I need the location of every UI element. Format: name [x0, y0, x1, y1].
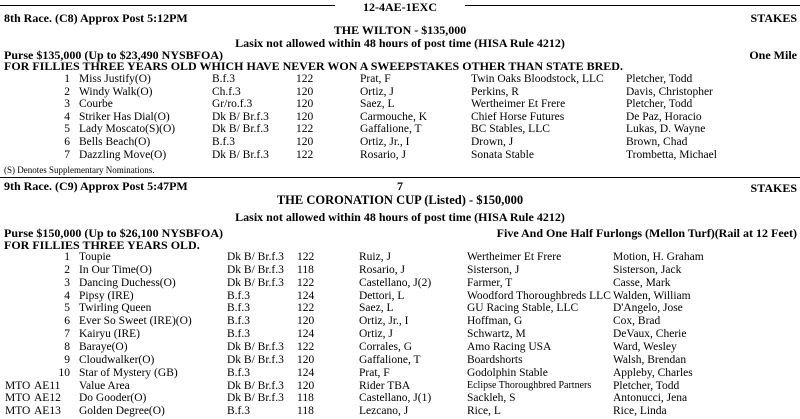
entry-description: Dk B/ Br.f.3	[227, 251, 284, 263]
entry-post-position: 9	[64, 353, 70, 366]
entry-row	[0, 368, 800, 381]
race1-title: THE WILTON - $135,000	[333, 23, 467, 37]
entry-horse: Dancing Duchess(O)	[79, 276, 176, 289]
entry-post-position: 2	[64, 85, 70, 98]
entry-description: Dk B/ Br.f.3	[227, 353, 284, 366]
entry-jockey: Gaffalione, T	[360, 123, 422, 136]
entry-trainer: Pletcher, Todd	[626, 73, 693, 85]
entry-post-position: 4	[64, 289, 70, 302]
entry-description: Dk B/ Br.f.3	[227, 379, 284, 392]
entry-post-position: 1	[64, 73, 70, 85]
entry-post-position: 5	[64, 123, 70, 136]
race2-lasix: Lasix not allowed within 48 hours of post time (HISA Rule 4212)	[235, 210, 565, 224]
entry-description: B.f.3	[212, 136, 235, 148]
entry-post-position: 7	[64, 148, 70, 161]
race1-type: STAKES	[750, 11, 797, 25]
entry-trainer: Motion, H. Graham	[613, 251, 704, 263]
entry-trainer: Ward, Wesley	[613, 340, 677, 353]
entry-trainer: Walsh, Brendan	[613, 353, 687, 366]
entry-horse: In Our Time(O)	[79, 263, 152, 276]
entry-post-position: 4	[64, 110, 70, 123]
entry-weight: 122	[297, 340, 315, 353]
entry-jockey: Gaffalione, T	[359, 353, 421, 366]
entry-trainer: De Paz, Horacio	[626, 110, 702, 123]
race1-footnote: (S) Denotes Supplementary Nominations.	[4, 165, 155, 175]
entry-horse: Lady Moscato(S)(O)	[79, 123, 176, 136]
entry-description: Dk B/ Br.f.3	[227, 276, 284, 289]
race1-conditions: FOR FILLIES THREE YEARS OLD WHICH HAVE NEVER WON A SWEEPSTAKES OTHER THAN STATE BRED.	[4, 59, 623, 73]
entry-weight: 120	[296, 136, 314, 148]
entry-owner: Farmer, T	[467, 276, 513, 289]
entry-weight: 118	[297, 405, 314, 418]
entry-owner: Twin Oaks Bloodstock, LLC	[471, 73, 604, 85]
race1-distance: One Mile	[749, 48, 797, 62]
entry-horse: Kairyu (IRE)	[79, 328, 140, 341]
entry-owner: Godolphin Stable	[467, 366, 548, 379]
entry-owner: Rice, L	[467, 405, 501, 418]
entry-owner: Woodford Thoroughbreds LLC	[467, 289, 611, 302]
race1-heading: 8th Race. (C8) Approx Post 5:12PM	[4, 11, 188, 25]
entry-trainer: Walden, William	[613, 289, 691, 302]
entry-jockey: Castellano, J(1)	[359, 392, 432, 405]
entry-trainer: Brown, Chad	[626, 136, 688, 148]
entry-description: B.f.3	[227, 366, 250, 379]
entry-trainer: Trombetta, Michael	[626, 148, 717, 161]
entry-jockey: Saez, L	[360, 98, 395, 111]
entry-owner: Chief Horse Futures	[471, 110, 565, 123]
entry-trainer: D'Angelo, Jose	[613, 302, 683, 315]
entry-post-position: AE11	[34, 379, 61, 392]
entry-row	[0, 278, 800, 291]
entry-weight: 120	[296, 85, 314, 98]
entry-owner: GU Racing Stable, LLC	[467, 302, 579, 315]
entry-horse: Golden Degree(O)	[79, 405, 165, 418]
page-header-code: 12-4AE-1EXC	[363, 0, 437, 14]
entry-post-position: 2	[64, 263, 70, 276]
entry-description: B.f.3	[227, 328, 250, 341]
entry-description: Dk B/ Br.f.3	[227, 392, 284, 405]
entry-post-position: 7	[64, 328, 70, 341]
entry-description: Dk B/ Br.f.3	[227, 340, 284, 353]
entry-description: B.f.3	[227, 302, 250, 315]
entry-trainer: Davis, Christopher	[626, 85, 713, 98]
race2-conditions: FOR FILLIES THREE YEARS OLD.	[4, 238, 200, 252]
entry-owner: Wertheimer Et Frere	[471, 98, 566, 111]
entry-owner: Sackleh, S	[467, 392, 516, 405]
entry-weight: 122	[297, 251, 315, 263]
entry-trainer: Rice, Linda	[613, 405, 667, 418]
entry-weight: 120	[296, 110, 314, 123]
entry-post-position: 5	[64, 302, 70, 315]
entry-horse: Value Area	[79, 379, 130, 392]
entry-weight: 120	[297, 315, 315, 328]
entry-post-position: 6	[64, 315, 70, 328]
entry-jockey: Carmouche, K	[360, 110, 428, 123]
entry-horse: Courbe	[79, 98, 113, 111]
entry-weight: 122	[297, 302, 315, 315]
header-rule-left	[0, 5, 335, 6]
race-divider	[0, 177, 800, 178]
entry-owner: Boardshorts	[467, 353, 523, 366]
entry-post-position: 1	[64, 251, 70, 263]
entry-trainer: Antonucci, Jena	[613, 392, 688, 405]
entry-horse: Dazzling Move(O)	[79, 148, 167, 161]
entry-jockey: Ortiz, Jr., I	[359, 315, 409, 328]
page-number: 7	[397, 179, 403, 193]
entry-jockey: Castellano, J(2)	[359, 276, 432, 289]
entry-jockey: Ruiz, J	[359, 251, 391, 263]
entry-jockey: Saez, L	[359, 302, 394, 315]
entry-weight: 120	[296, 98, 314, 111]
race2-type: STAKES	[750, 181, 797, 195]
entry-jockey: Rosario, J	[360, 148, 406, 161]
entry-horse: Bells Beach(O)	[79, 136, 151, 148]
entry-owner: Schwartz, M	[467, 328, 526, 341]
entry-post-position: 10	[58, 366, 70, 379]
entry-jockey: Ortiz, J	[360, 85, 394, 98]
entry-horse: Cloudwalker(O)	[79, 353, 155, 366]
entry-description: Dk B/ Br.f.3	[227, 263, 284, 276]
entry-description: B.f.3	[227, 289, 250, 302]
entry-weight: 120	[297, 379, 315, 392]
entry-horse: Toupie	[79, 251, 111, 263]
entry-jockey: Rider TBA	[359, 379, 411, 392]
entry-weight: 124	[297, 328, 315, 341]
entry-jockey: Prat, F	[359, 366, 390, 379]
entry-trainer: DeVaux, Cherie	[613, 328, 687, 341]
entry-jockey: Corrales, G	[359, 340, 413, 353]
entry-post-position: 3	[64, 276, 70, 289]
race2-purse: Purse $150,000 (Up to $26,100 NYSBFOA)	[4, 226, 223, 240]
entry-horse: Miss Justify(O)	[79, 73, 151, 85]
entry-owner: Sisterson, J	[467, 263, 520, 276]
entry-trainer: Sisterson, Jack	[613, 263, 682, 276]
race1-purse: Purse $135,000 (Up to $23,490 NYSBFOA)	[4, 48, 223, 62]
entry-description: Gr/ro.f.3	[212, 98, 253, 111]
entry-pre: MTO	[5, 379, 31, 392]
entry-horse: Ever So Sweet (IRE)(O)	[79, 315, 192, 328]
entry-weight: 122	[297, 276, 315, 289]
entry-row	[0, 265, 800, 278]
race2-distance: Five And One Half Furlongs (Mellon Turf)(Rail at 12 Feet)	[496, 226, 797, 240]
entry-owner: Amo Racing USA	[467, 340, 552, 353]
race1-lasix: Lasix not allowed within 48 hours of post time (HISA Rule 4212)	[235, 36, 565, 50]
entry-description: Ch.f.3	[212, 85, 241, 98]
entry-post-position: 6	[64, 136, 70, 148]
entry-horse: Do Gooder(O)	[79, 392, 147, 405]
entry-post-position: AE12	[34, 392, 61, 405]
entry-owner: Hoffman, G	[467, 315, 523, 328]
entry-description: B.f.3	[212, 73, 235, 85]
entry-pre: MTO	[5, 405, 31, 418]
entry-weight: 122	[296, 148, 314, 161]
entry-description: B.f.3	[227, 405, 250, 418]
entry-post-position: AE13	[34, 405, 61, 418]
entry-trainer: Pletcher, Todd	[626, 98, 693, 111]
entry-owner: Drown, J	[471, 136, 514, 148]
entry-description: Dk B/ Br.f.3	[212, 110, 269, 123]
entry-horse: Star of Mystery (GB)	[79, 366, 178, 379]
entry-weight: 122	[296, 123, 314, 136]
entry-weight: 118	[297, 392, 314, 405]
entry-owner: Wertheimer Et Frere	[467, 251, 562, 263]
entry-post-position: 3	[64, 98, 70, 111]
entry-jockey: Prat, F	[360, 73, 391, 85]
entry-trainer: Appleby, Charles	[613, 366, 693, 379]
entry-jockey: Ortiz, J	[359, 328, 393, 341]
entry-weight: 122	[296, 73, 314, 85]
entry-horse: Twirling Queen	[79, 302, 152, 315]
entry-weight: 118	[297, 263, 314, 276]
entry-horse: Baraye(O)	[79, 340, 128, 353]
entry-trainer: Lukas, D. Wayne	[626, 123, 706, 136]
entry-pre: MTO	[5, 392, 31, 405]
entry-post-position: 8	[64, 340, 70, 353]
entry-jockey: Lezcano, J	[359, 405, 409, 418]
entry-jockey: Rosario, J	[359, 263, 405, 276]
entry-owner: BC Stables, LLC	[471, 123, 550, 136]
entry-horse: Windy Walk(O)	[79, 85, 153, 98]
entry-row	[0, 355, 800, 368]
entry-owner: Perkins, R	[471, 85, 519, 98]
entry-trainer: Cox, Brad	[613, 315, 661, 328]
entry-owner: Sonata Stable	[471, 148, 534, 161]
entry-weight: 124	[297, 289, 315, 302]
entry-weight: 124	[297, 366, 315, 379]
entry-weight: 120	[297, 353, 315, 366]
race2-heading: 9th Race. (C9) Approx Post 5:47PM	[4, 179, 188, 193]
entry-horse: Striker Has Dial(O)	[79, 110, 170, 123]
entry-row	[0, 150, 800, 163]
header-rule-right	[465, 5, 800, 6]
race2-title: THE CORONATION CUP (Listed) - $150,000	[276, 193, 524, 207]
entry-horse: Pipsy (IRE)	[79, 289, 134, 302]
entry-jockey: Ortiz, Jr., I	[360, 136, 410, 148]
entry-owner: Eclipse Thoroughbred Partners	[467, 379, 592, 391]
entry-trainer: Pletcher, Todd	[613, 379, 680, 392]
entry-description: B.f.3	[227, 315, 250, 328]
entry-row	[0, 342, 800, 355]
entry-row	[0, 406, 800, 419]
entry-description: Dk B/ Br.f.3	[212, 148, 269, 161]
entry-description: Dk B/ Br.f.3	[212, 123, 269, 136]
entry-trainer: Casse, Mark	[613, 276, 671, 289]
entry-jockey: Dettori, L	[359, 289, 405, 302]
